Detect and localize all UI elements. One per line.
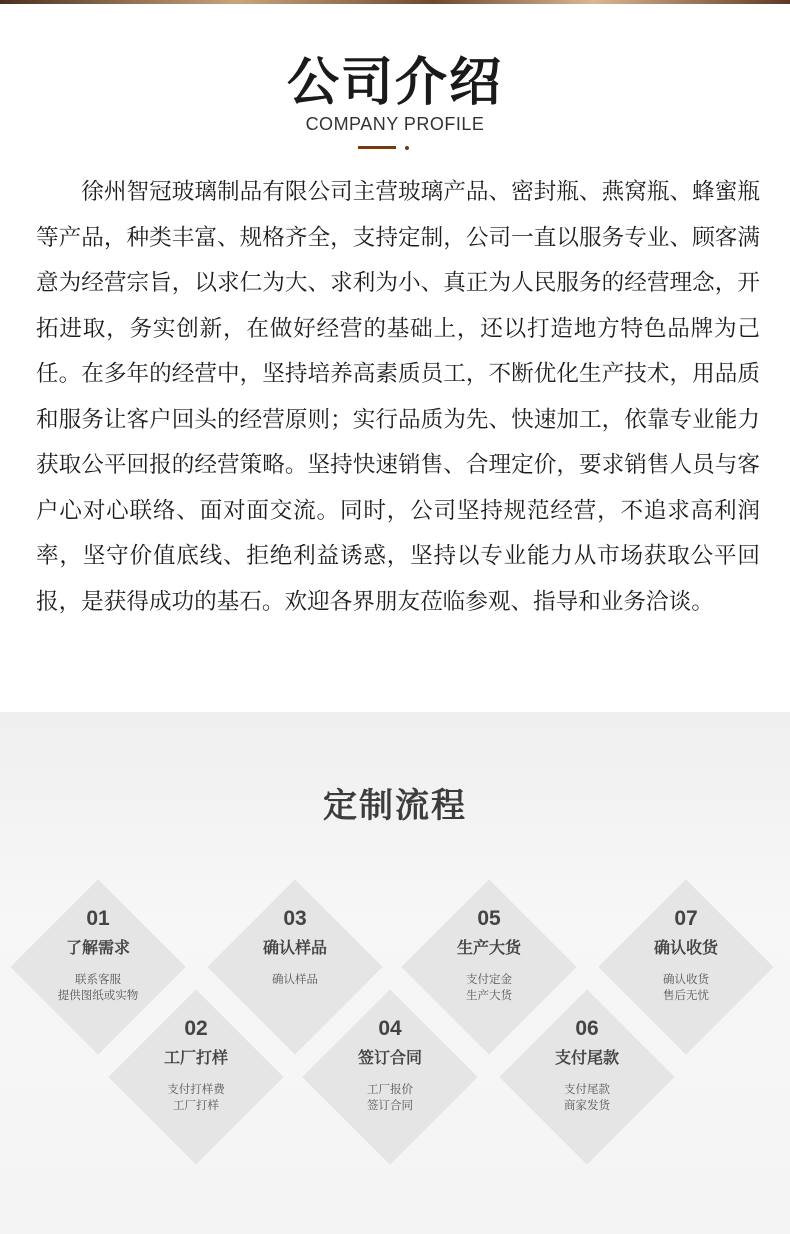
- process-title: 定制流程: [323, 786, 467, 826]
- step-desc-line: 签订合同: [367, 1098, 413, 1112]
- step-desc-line: 支付打样费: [167, 1082, 225, 1096]
- title-divider-dot: [405, 146, 409, 150]
- section-subtitle: COMPANY PROFILE: [305, 114, 485, 134]
- step-description: [302, 1081, 478, 1113]
- step-desc-line: 生产大货: [466, 988, 512, 1002]
- step-desc-line: 支付定金: [466, 972, 512, 986]
- custom-process-section: [0, 712, 790, 1234]
- step-number: 07: [674, 907, 698, 930]
- step-number: 05: [477, 907, 501, 930]
- step-desc-line: 确认收货: [663, 972, 709, 986]
- step-number: 01: [86, 907, 110, 930]
- section-title: 公司介绍: [286, 53, 503, 113]
- step-desc-line: 工厂打样: [173, 1098, 219, 1112]
- step-name: 工厂打样: [163, 1048, 228, 1067]
- step-number: 02: [184, 1017, 208, 1040]
- step-number: 04: [378, 1017, 402, 1040]
- top-decorative-strip: [0, 0, 790, 4]
- step-desc-line: 商家发货: [564, 1098, 610, 1112]
- step-desc-line: 售后无忧: [663, 988, 709, 1002]
- step-name: 确认收货: [653, 938, 718, 957]
- step-description: [108, 1081, 284, 1113]
- step-desc-line: 提供图纸或实物: [57, 988, 139, 1002]
- step-desc-line: 确认样品: [272, 972, 318, 986]
- step-name: 支付尾款: [554, 1048, 619, 1067]
- step-desc-line: 支付尾款: [564, 1082, 610, 1096]
- company-intro-paragraph: 徐州智冠玻璃制品有限公司主营玻璃产品、密封瓶、燕窝瓶、蜂蜜瓶等产品，种类丰富、规格齐全，支持定制，公司一直以服务专业、顾客满意为经营宗旨，以求仁为大、求利为小、真正为人民服务的经营理念，开拓进取，务实创新，在做好经营的基础上，还以打造地方特色品牌为己任。在多年的经营中，坚持培养高素质员工，不断优化生产技术，用品质和服务让客户回头的经营原则；实行品质为先、快速加工，依靠专业能力获取公平回报的经营策略。坚持快速销售、合理定价，要求销售人员与客户心对心联络、面对面交流。同时，公司坚持规范经营，不追求高利润率，坚守价值底线、拒绝利益诱惑，坚持以专业能力从市场获取公平回报，是获得成功的基石。欢迎各界朋友莅临参观、指导和业务洽谈。: [36, 179, 760, 615]
- step-number: 06: [575, 1017, 599, 1040]
- step-desc-line: 工厂报价: [367, 1082, 413, 1096]
- step-description: [499, 1081, 675, 1113]
- process-step-07: [598, 879, 774, 1055]
- step-description: [598, 971, 774, 1003]
- step-name: 了解需求: [65, 938, 130, 957]
- title-divider-line: [358, 146, 396, 149]
- step-number: 03: [283, 907, 307, 930]
- step-description: [207, 971, 383, 987]
- step-desc-line: 联系客服: [75, 972, 121, 986]
- step-name: 签订合同: [357, 1048, 422, 1067]
- step-name: 生产大货: [456, 938, 521, 957]
- step-name: 确认样品: [262, 938, 327, 957]
